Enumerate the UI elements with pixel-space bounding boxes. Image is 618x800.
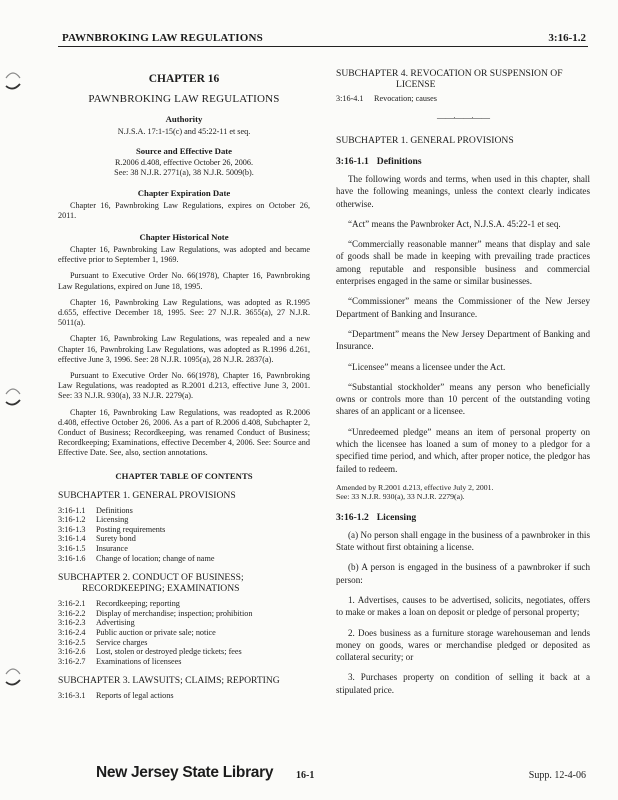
history-note: Chapter 16, Pawnbroking Law Regulations, was readopted as R.2006 d.408, effective October 26, 2006. As a part of R.2006 d.408, Subchapter 2, Conduct of Business; Recordkeeping, was renamed Conduct of Business; Recordkeeping; Examinations, effective December 4, 2006. See: Source and Effective Date. See, also, section annotations.	[58, 407, 310, 458]
toc-entry[interactable]: 3:16-2.4 Public auction or private sale; notice	[58, 628, 216, 638]
definition-paragraph: “Commercially reasonable manner” means that display and sale of goods shall be made in keeping with prevailing trade practices among reputable and responsible business and commercial enterprises engaged in the same or similar businesses.	[336, 239, 590, 287]
toc-subchapter-title: SUBCHAPTER 4. REVOCATION OR SUSPENSION OF LICENSE	[336, 68, 563, 90]
definition-paragraph: “Commissioner” means the Commissioner of the New Jersey Department of Banking and Insurance.	[336, 296, 590, 319]
section-heading-definitions: 3:16-1.1 Definitions	[336, 156, 422, 167]
header-title: PAWNBROKING LAW REGULATIONS	[62, 32, 263, 44]
toc-entry[interactable]: 3:16-1.1 Definitions	[58, 505, 133, 515]
definition-paragraph: “Licensee” means a licensee under the Act.	[348, 361, 506, 372]
supplement-date: Supp. 12-4-06	[528, 770, 586, 781]
licensing-paragraph: (b) A person is engaged in the business of a pawnbroker if such person:	[336, 562, 590, 585]
toc-entry[interactable]: 3:16-3.1 Reports of legal actions	[58, 691, 174, 701]
punch-hole-mark	[4, 70, 22, 92]
authority-label: Authority	[165, 114, 203, 124]
punch-hole-mark	[4, 386, 22, 408]
source-line: See: 38 N.J.R. 2771(a), 38 N.J.R. 5009(b).	[114, 168, 254, 178]
chapter-title: PAWNBROKING LAW REGULATIONS	[88, 93, 280, 105]
expiration-text: Chapter 16, Pawnbroking Law Regulations, expires on October 26, 2011.	[58, 200, 310, 220]
toc-entry[interactable]: 3:16-2.2 Display of merchandise; inspection; prohibition	[58, 608, 253, 618]
toc-entry[interactable]: 3:16-1.4 Surety bond	[58, 534, 136, 544]
running-header	[0, 0, 618, 52]
expiration-label: Chapter Expiration Date	[137, 187, 231, 198]
toc-list	[58, 506, 310, 564]
definition-paragraph: “Unredeemed pledge” means an item of personal property on which the licensee has loaned a sum of money to a pledgor for a specified time period, and which, after proper notice, the pledgor has failed to redeem.	[336, 426, 590, 474]
source-label: Source and Effective Date	[135, 146, 233, 157]
punch-hole-mark	[4, 666, 22, 688]
licensing-paragraph: 3. Purchases property on condition of selling it back at a stipulated price.	[336, 672, 590, 695]
definition-paragraph: “Act” means the Pawnbroker Act, N.J.S.A. 45:22-1 et seq.	[348, 218, 561, 229]
right-column	[336, 66, 590, 696]
authority-text: N.J.S.A. 17:1-15(c) and 45:22-11 et seq.	[117, 127, 251, 136]
licensing-paragraph: 2. Does business as a furniture storage warehouseman and lends money on goods, wares or merchandise pledged or deposited as collateral security; or	[336, 627, 590, 663]
header-rule	[58, 46, 588, 47]
toc-entry[interactable]: 3:16-4.1 Revocation; causes	[336, 94, 437, 103]
history-note: Chapter 16, Pawnbroking Law Regulations, was adopted as R.1995 d.655, effective December 18, 1995. See: 27 N.J.R. 3655(a), 27 N.J.R. 5011(a).	[58, 297, 310, 328]
page-number: 16-1	[296, 770, 315, 781]
source-line: R.2006 d.408, effective October 26, 2006.	[114, 158, 254, 168]
licensing-paragraph: 1. Advertises, causes to be advertised, solicits, negotiates, offers to make or makes a loan on deposit or pledge of personal property;	[336, 594, 590, 618]
toc-subchapter-title: SUBCHAPTER 3. LAWSUITS; CLAIMS; REPORTING	[58, 675, 280, 687]
toc-entry[interactable]: 3:16-1.3 Posting requirements	[58, 524, 166, 534]
subchapter-heading: SUBCHAPTER 1. GENERAL PROVISIONS	[336, 135, 514, 146]
toc-entry[interactable]: 3:16-2.1 Recordkeeping; reporting	[58, 599, 180, 609]
toc-entry[interactable]: 3:16-2.3 Advertising	[58, 618, 135, 628]
definition-paragraph: The following words and terms, when used in this chapter, shall have the following meanings, unless the context clearly indicates otherwise.	[336, 174, 590, 209]
toc-subchapter-title: SUBCHAPTER 1. GENERAL PROVISIONS	[58, 489, 236, 501]
history-note: Chapter 16, Pawnbroking Law Regulations, was repealed and a new Chapter 16, Pawnbroking Law Regulations, was adopted as R.1996 d.261, effective June 3, 1996. See: 28 N.J.R. 1095(a), 28 N.J.R. 2837(a).	[58, 334, 310, 364]
left-column	[58, 66, 310, 701]
toc-entry[interactable]: 3:16-2.7 Examinations of licensees	[58, 656, 182, 666]
history-note: Chapter 16, Pawnbroking Law Regulations, was adopted and became effective prior to September 1, 1969.	[58, 245, 310, 265]
chapter-number: CHAPTER 16	[148, 73, 220, 85]
history-note: Pursuant to Executive Order No. 66(1978), Chapter 16, Pawnbroking Law Regulations, was readopted as R.2001 d.213, effective June 3, 2001. See: 33 N.J.R. 930(a), 33 N.J.R. 2279(a).	[58, 371, 310, 401]
toc-entry[interactable]: 3:16-1.2 Licensing	[58, 515, 129, 525]
toc-entry[interactable]: 3:16-1.5 Insurance	[58, 544, 128, 554]
section-heading-licensing: 3:16-1.2 Licensing	[336, 511, 417, 523]
toc-entry[interactable]: 3:16-2.5 Service charges	[58, 637, 148, 647]
amendment-note: Amended by R.2001 d.213, effective July 2, 2001. See: 33 N.J.R. 930(a), 33 N.J.R. 2279(a).	[336, 482, 494, 502]
history-note: Pursuant to Executive Order No. 66(1978), Chapter 16, Pawnbroking Law Regulations, expired on June 18, 1995.	[58, 271, 310, 291]
toc-label: CHAPTER TABLE OF CONTENTS	[115, 470, 253, 481]
definition-paragraph: “Department” means the New Jersey Department of Banking and Insurance.	[336, 328, 590, 352]
licensing-paragraph: (a) No person shall engage in the business of a pawnbroker in this State without first obtaining a license.	[336, 529, 590, 553]
toc-list	[58, 691, 310, 701]
header-section-number: 3:16-1.2	[548, 32, 586, 44]
toc-subchapter-title: SUBCHAPTER 2. CONDUCT OF BUSINESS; RECORDKEEPING; EXAMINATIONS	[58, 572, 244, 595]
history-label: Chapter Historical Note	[139, 232, 229, 243]
definition-paragraph: “Substantial stockholder” means any person who beneficially owns or controls more than 10 percent of the outstanding voting shares of an applicant or a licensee.	[336, 381, 590, 417]
section-divider-ornament: ——·——·——	[437, 113, 489, 123]
toc-list	[58, 599, 310, 666]
toc-entry[interactable]: 3:16-2.6 Lost, stolen or destroyed pledge tickets; fees	[58, 647, 242, 657]
library-stamp: New Jersey State Library	[96, 764, 274, 781]
toc-entry[interactable]: 3:16-1.6 Change of location; change of name	[58, 553, 215, 563]
